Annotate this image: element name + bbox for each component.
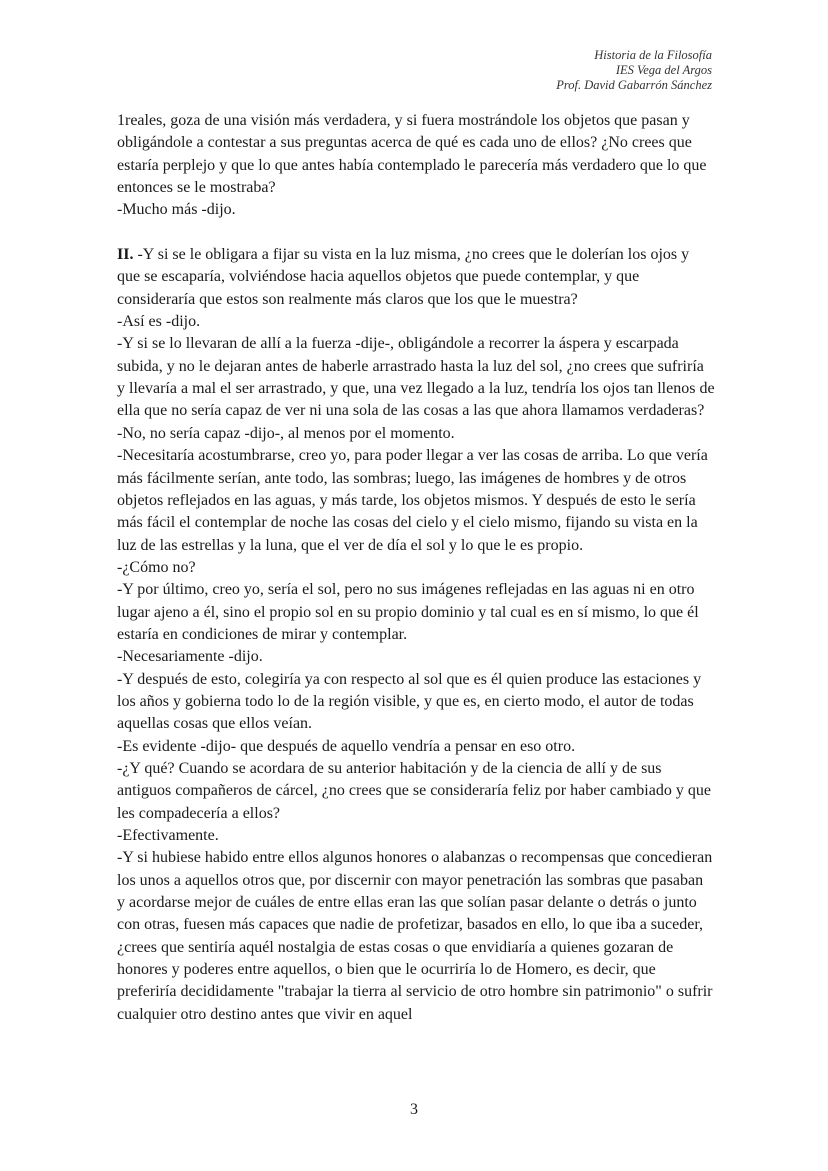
paragraph: -¿Y qué? Cuando se acordara de su anterior habitación y de la ciencia de allí y de sus antiguos compañeros de cárcel, ¿no crees que se consideraría feliz por haber cambiado y que les compadecería a ellos? [117, 759, 711, 822]
paragraph: 1reales, goza de una visión más verdadera, y si fuera mostrándole los objetos que pasan y obligándole a contestar a sus preguntas acerca de qué es cada uno de ellos? ¿No crees que estaría perplejo y que lo que antes había contemplado le parecería más verdadero que lo que entonces se le mostraba? [117, 112, 707, 197]
header-teacher: Prof. David Gabarrón Sánchez [556, 78, 712, 92]
paragraph: -Así es -dijo. [117, 313, 201, 331]
paragraph: -Y si se lo llevaran de allí a la fuerza -dije-, obligándole a recorrer la áspera y escarpada subida, y no le dejaran antes de haberle arrastrado hasta la luz del sol, ¿no crees que sufriría y llevaría a mal el ser arrastrado, y que, una vez llegado a la luz, tendría los ojos tan llenos de ella que no sería capaz de ver ni una sola de las cosas a las que ahora llamamos verdaderas? [117, 335, 715, 420]
paragraph: -Efectivamente. [117, 827, 219, 844]
paragraph: -Y después de esto, colegiría ya con respecto al sol que es él quien produce las estaciones y los años y gobierna todo lo de la región visible, y que es, en cierto modo, el autor de todas aquellas cosas que ellos veían. [117, 670, 702, 733]
paragraph: -Y si hubiese habido entre ellos algunos honores o alabanzas o recompensas que concedieran los unos a aquellos otros que, por discernir con mayor penetración las sombras que pasaban y acordarse mejor de cuáles de entre ellas eran las que solían pasar delante o detrás o junto con otras, fuesen más capaces que nadie de profetizar, basados en ello, lo que iba a suceder, ¿crees que sentiría aquél nostalgia de estas cosas o que envidiaría a quienes gozaran de honores y poderes entre aquellos, o bien que le ocurriría lo de Homero, es decir, que preferiría decididamente "trabajar la tierra al servicio de otro hombre sin patrimonio" o sufrir cualquier otro destino antes que vivir en aquel [117, 849, 713, 1023]
paragraph: -Y por último, creo yo, sería el sol, pero no sus imágenes reflejadas en las aguas ni en otro lugar ajeno a él, sino el propio sol en su propio dominio y tal cual es en sí mismo, lo que él estaría en condiciones de mirar y contemplar. [117, 581, 699, 643]
document-body [117, 110, 715, 1026]
section-gap [117, 222, 715, 244]
paragraph: -¿Cómo no? [117, 558, 196, 576]
paragraph: -Necesariamente -dijo. [117, 648, 263, 666]
page-number: 3 [410, 1101, 418, 1118]
header-school: IES Vega del Argos [615, 63, 712, 77]
section-ii-intro [117, 244, 715, 311]
page-header [556, 48, 712, 93]
paragraph: -Mucho más -dijo. [117, 201, 236, 219]
paragraph: -No, no sería capaz -dijo-, al menos por el momento. [117, 424, 455, 442]
section-ii-first-text: -Y si se le obligara a fijar su vista en la luz misma, ¿no crees que le dolerían los ojos y que se escaparía, volviéndose hacia aquellos objetos que puede contemplar, y que consideraría que estos son realmente más claros que los que le muestra? [117, 246, 690, 308]
header-course: Historia de la Filosofía [594, 48, 712, 62]
section-number: II. [117, 246, 134, 264]
paragraph: -Es evidente -dijo- que después de aquello vendría a pensar en eso otro. [117, 737, 576, 755]
paragraph: -Necesitaría acostumbrarse, creo yo, para poder llegar a ver las cosas de arriba. Lo que vería más fácilmente serían, ante todo, las sombras; luego, las imágenes de hombres y de otros objetos reflejados en las aguas, y más tarde, los objetos mismos. Y después de esto le sería más fácil el contemplar de noche las cosas del cielo y el cielo mismo, fijando su vista en la luz de las estrellas y la luna, que el ver de día el sol y lo que le es propio. [117, 447, 708, 554]
